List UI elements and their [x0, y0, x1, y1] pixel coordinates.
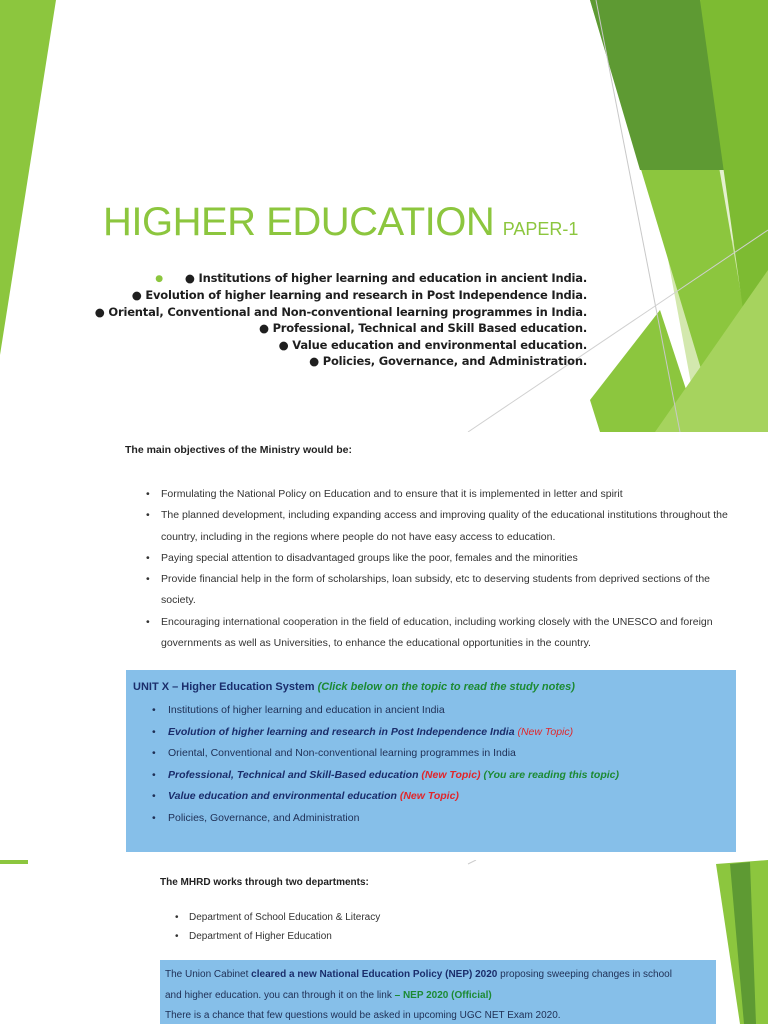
title-slide [0, 0, 768, 432]
green-bullet-icon: ● [155, 274, 163, 284]
unit-topic-link[interactable]: • Value education and environmental education (New Topic) [152, 786, 722, 808]
list-item: • The planned development, including expanding access and improving quality of the educational institutions throughout the country, including in the regions where people do not have easy access to education. [146, 505, 736, 548]
objectives-heading: The main objectives of the Ministry would be: [125, 444, 352, 456]
list-item: • Encouraging international cooperation in the field of education, including working closely with the UNESCO and foreign governments as well as Universities, to enhance the educational opportunities in the country. [146, 612, 736, 655]
unit-topic-link[interactable]: • Institutions of higher learning and education in ancient India [152, 700, 722, 722]
title-subtitle: PAPER-1 [502, 219, 579, 239]
list-item: • Department of Higher Education [175, 927, 380, 946]
slide-title [103, 200, 578, 245]
topic-line: ● Oriental, Conventional and Non-conventional learning programmes in India. [94, 304, 587, 319]
nep-text [165, 965, 710, 1027]
list-item: • Provide financial help in the form of scholarships, loan subsidy, etc to deserving students from deprived sections of the society. [146, 569, 736, 612]
objectives-list [146, 484, 736, 654]
title-main: HIGHER EDUCATION [103, 200, 495, 244]
topic-line: ● ● Institutions of higher learning and education in ancient India. [155, 271, 587, 285]
small-diagonal [468, 860, 476, 864]
unit-topic-link[interactable]: • Evolution of higher learning and research in Post Independence India (New Topic) [152, 722, 722, 744]
unit-topic-list [152, 700, 722, 829]
top-left-green-bar [0, 860, 28, 864]
list-item: • Paying special attention to disadvantaged groups like the poor, females and the minorities [146, 548, 736, 569]
unit-topic-link[interactable]: • Oriental, Conventional and Non-conventional learning programmes in India [152, 743, 722, 765]
topic-line: ● Evolution of higher learning and research in Post Independence India. [131, 288, 587, 303]
nep-line-2: and higher education. you can through it on the link – NEP 2020 (Official) [165, 989, 492, 1001]
list-item: • Formulating the National Policy on Education and to ensure that it is implemented in letter and spirit [146, 484, 736, 505]
topics-list [95, 270, 587, 369]
unit-title-note: (Click below on the topic to read the study notes) [317, 681, 575, 693]
mhrd-heading: The MHRD works through two departments: [160, 877, 369, 888]
unit-topic-link[interactable]: • Policies, Governance, and Administration [152, 808, 722, 830]
nep-line-3: There is a chance that few questions would be asked in upcoming UGC NET Exam 2020. [165, 1010, 561, 1021]
topic-line: ● Professional, Technical and Skill Based education. [258, 321, 587, 336]
department-list [175, 908, 380, 946]
nep-line-1: The Union Cabinet cleared a new National Education Policy (NEP) 2020 proposing sweeping changes in school [165, 969, 672, 980]
unit-title: UNIT X – Higher Education System (Click below on the topic to read the study notes) [133, 681, 575, 693]
topic-line: ● Policies, Governance, and Administration. [309, 354, 587, 369]
list-item: • Department of School Education & Literacy [175, 908, 380, 927]
nep-official-link[interactable]: – NEP 2020 (Official) [394, 989, 492, 1001]
topic-line: ● Value education and environmental education. [278, 337, 587, 352]
left-green-sliver [0, 0, 56, 355]
unit-topic-link[interactable]: • Professional, Technical and Skill-Based education (New Topic) (You are reading this topic) [152, 765, 722, 787]
